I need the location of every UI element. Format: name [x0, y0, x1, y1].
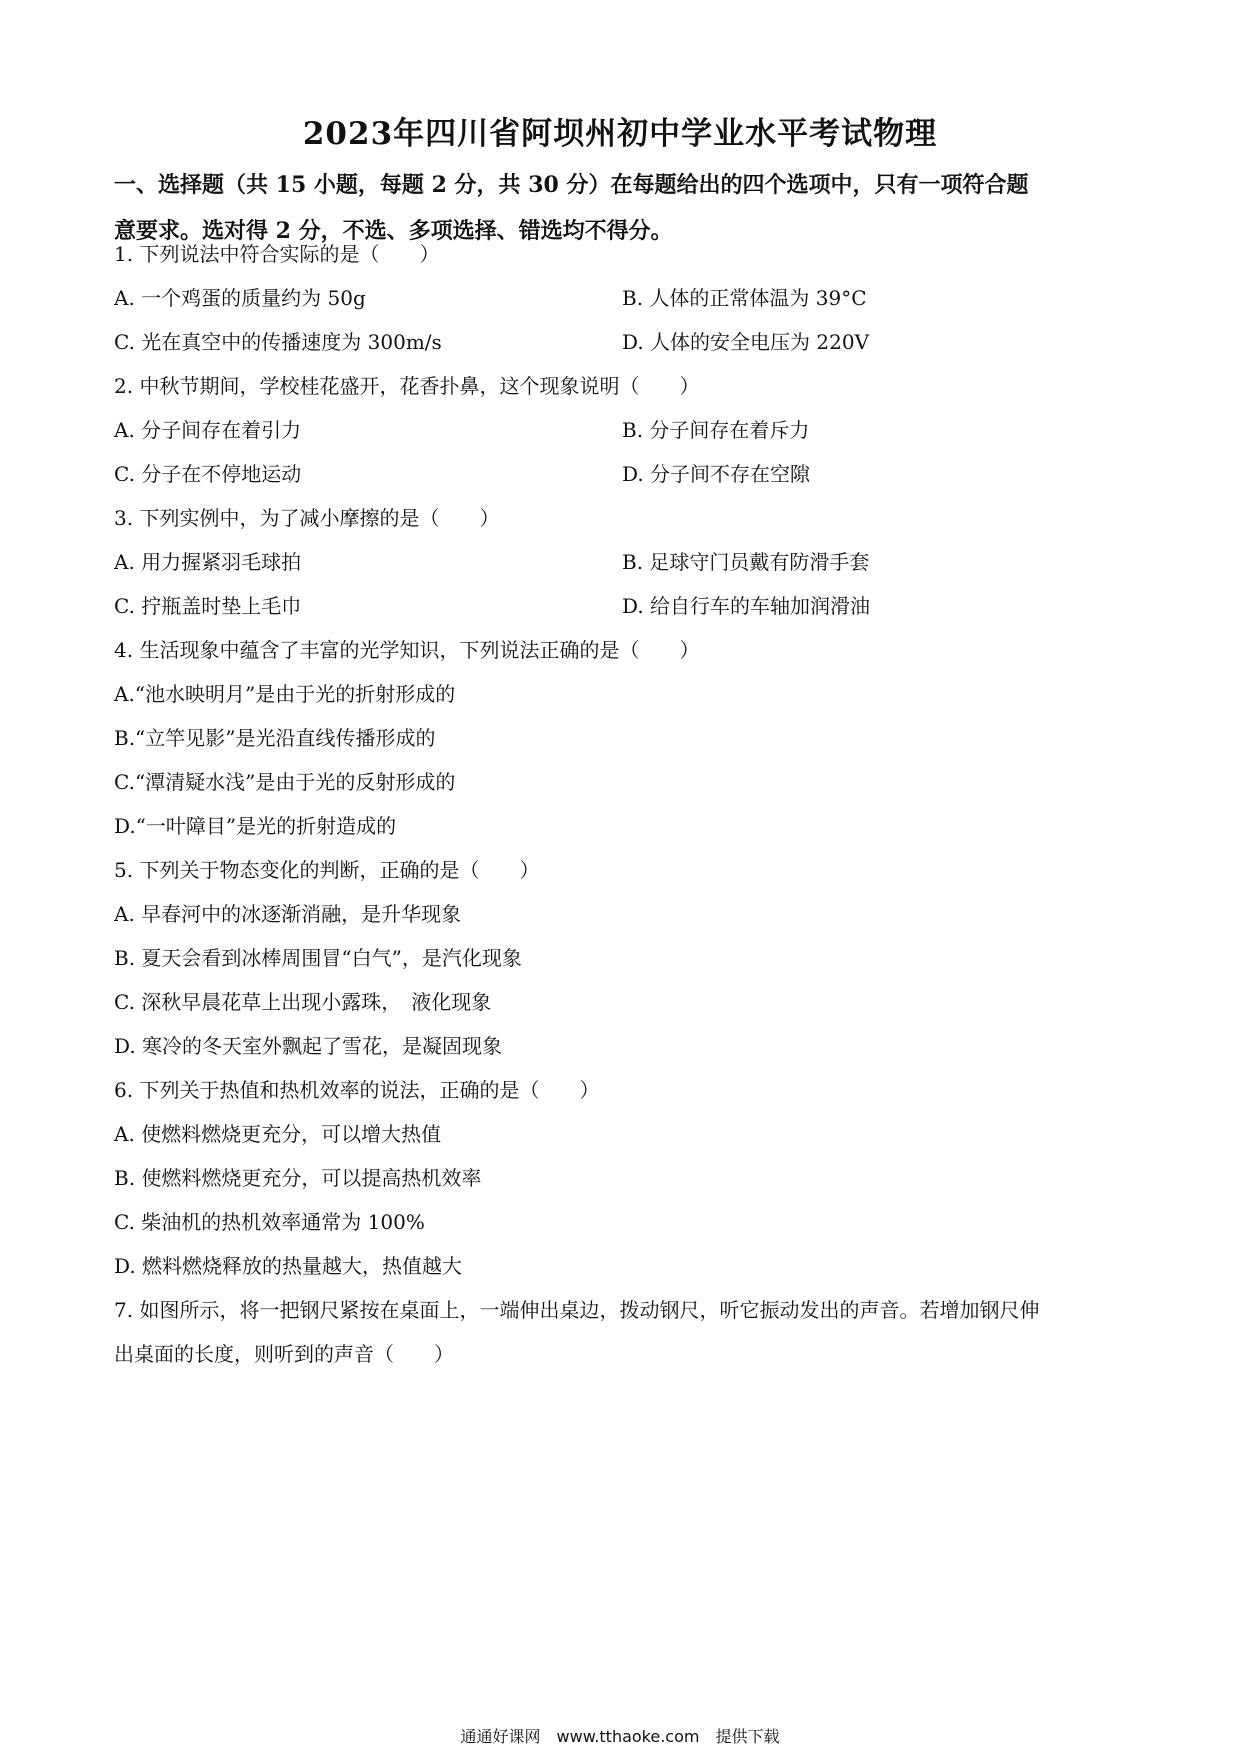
question-5-option-c: C. 深秋早晨花草上出现小露珠， 液化现象 — [114, 990, 492, 1014]
section-heading-line-1: 一、选择题（共 15 小题，每题 2 分，共 30 分）在每题给出的四个选项中，只有一项符合题 — [114, 172, 1029, 198]
question-5-stem: 5. 下列关于物态变化的判断，正确的是（ ） — [114, 858, 540, 882]
question-1-option-a: A. 一个鸡蛋的质量约为 50g — [114, 286, 366, 310]
question-3-stem: 3. 下列实例中，为了减小摩擦的是（ ） — [114, 506, 500, 530]
question-4-option-c: C.“潭清疑水浅”是由于光的反射形成的 — [114, 770, 456, 794]
question-3-option-a: A. 用力握紧羽毛球拍 — [114, 550, 302, 574]
question-1-option-d: D. 人体的安全电压为 220V — [622, 330, 870, 354]
question-2-option-d: D. 分子间不存在空隙 — [622, 462, 811, 486]
question-3-option-d: D. 给自行车的车轴加润滑油 — [622, 594, 871, 618]
question-1-stem: 1. 下列说法中符合实际的是（ ） — [114, 242, 440, 266]
question-1-option-c: C. 光在真空中的传播速度为 300m/s — [114, 330, 442, 354]
question-4-option-b: B.“立竿见影”是光沿直线传播形成的 — [114, 726, 436, 750]
question-6-option-d: D. 燃料燃烧释放的热量越大，热值越大 — [114, 1254, 463, 1278]
question-5-option-a: A. 早春河中的冰逐渐消融，是升华现象 — [114, 902, 462, 926]
question-6-stem: 6. 下列关于热值和热机效率的说法，正确的是（ ） — [114, 1078, 600, 1102]
question-2-option-a: A. 分子间存在着引力 — [114, 418, 302, 442]
question-5-option-d: D. 寒冷的冬天室外飘起了雪花，是凝固现象 — [114, 1034, 503, 1058]
question-2-option-b: B. 分子间存在着斥力 — [622, 418, 810, 442]
question-6-option-b: B. 使燃料燃烧更充分，可以提高热机效率 — [114, 1166, 482, 1190]
question-3-option-c: C. 拧瓶盖时垫上毛巾 — [114, 594, 302, 618]
question-4-stem: 4. 生活现象中蕴含了丰富的光学知识，下列说法正确的是（ ） — [114, 638, 700, 662]
question-1-option-b: B. 人体的正常体温为 39°C — [622, 286, 867, 310]
question-7-stem-line-2: 出桌面的长度，则听到的声音（ ） — [114, 1342, 454, 1366]
question-4-option-a: A.“池水映明月”是由于光的折射形成的 — [114, 682, 456, 706]
question-5-option-b: B. 夏天会看到冰棒周围冒“白气”，是汽化现象 — [114, 946, 522, 970]
question-2-option-c: C. 分子在不停地运动 — [114, 462, 302, 486]
page-footer: 通通好课网 www.tthaoke.com 提供下载 — [460, 1727, 780, 1746]
question-4-option-d: D.“一叶障目”是光的折射造成的 — [114, 814, 397, 838]
page-title: 2023年四川省阿坝州初中学业水平考试物理 — [302, 116, 938, 152]
question-3-option-b: B. 足球守门员戴有防滑手套 — [622, 550, 870, 574]
question-6-option-c: C. 柴油机的热机效率通常为 100% — [114, 1210, 425, 1234]
question-2-stem: 2. 中秋节期间，学校桂花盛开，花香扑鼻，这个现象说明（ ） — [114, 374, 700, 398]
question-6-option-a: A. 使燃料燃烧更充分，可以增大热值 — [114, 1122, 442, 1146]
section-heading-line-2: 意要求。选对得 2 分，不选、多项选择、错选均不得分。 — [114, 218, 673, 244]
question-7-stem-line-1: 7. 如图所示，将一把钢尺紧按在桌面上，一端伸出桌边，拨动钢尺，听它振动发出的声音。若增加钢尺伸 — [114, 1298, 1040, 1322]
